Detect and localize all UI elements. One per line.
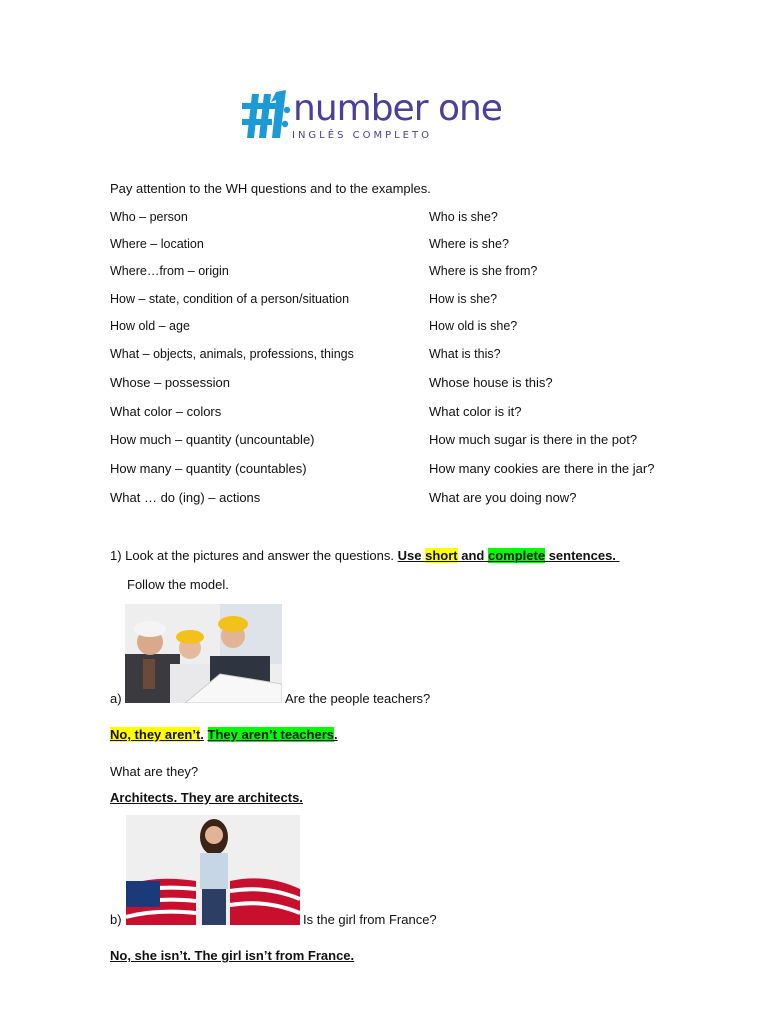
wh-example: Who is she?	[429, 210, 498, 224]
wh-example: How old is she?	[429, 319, 518, 333]
item-a-label: a)	[110, 691, 122, 706]
short-word: short	[425, 548, 458, 563]
answer-short: No, they aren’t	[110, 727, 201, 742]
item-a-question2: What are they?	[110, 764, 199, 779]
girl-flag-photo	[126, 815, 300, 925]
wh-word: What color – colors	[110, 404, 222, 419]
wh-word: What – objects, animals, professions, things	[110, 347, 354, 361]
logo-tagline: INGLÊS COMPLETO	[292, 130, 432, 141]
wh-word: Whose – possession	[110, 375, 230, 390]
wh-example: How is she?	[429, 292, 498, 306]
wh-example: What are you doing now?	[429, 490, 577, 505]
answer-complete: They aren’t teachers	[207, 727, 334, 742]
item-a-answer2: Architects. They are architects.	[110, 790, 303, 805]
logo	[242, 86, 532, 146]
wh-example: Where is she?	[429, 237, 509, 251]
use-word: Use	[397, 548, 422, 563]
wh-word: Where…from – origin	[110, 264, 229, 278]
wh-example: How much sugar is there in the pot?	[429, 432, 638, 447]
and-word: and	[461, 548, 485, 563]
answer-dot: .	[200, 727, 204, 742]
answer-dot: .	[334, 727, 338, 742]
logo-brand: number one	[293, 88, 502, 129]
intro-text: Pay attention to the WH questions and to the examples.	[110, 181, 431, 196]
wh-word: How many – quantity (countables)	[110, 461, 307, 476]
wh-word: Where – location	[110, 237, 204, 251]
hashtag-one-icon	[242, 86, 292, 142]
wh-word: Who – person	[110, 210, 188, 224]
complete-word: complete	[488, 548, 546, 563]
item-a-question: Are the people teachers?	[285, 691, 431, 706]
exercise-instruction	[110, 548, 620, 563]
wh-word: What … do (ing) – actions	[110, 490, 261, 505]
item-b-label: b)	[110, 912, 122, 927]
wh-example: What is this?	[429, 347, 501, 361]
follow-model: Follow the model.	[127, 577, 229, 592]
instruction-text: 1) Look at the pictures and answer the questions.	[110, 548, 395, 563]
wh-example: Whose house is this?	[429, 375, 553, 390]
wh-word: How old – age	[110, 319, 190, 333]
architects-photo	[125, 604, 282, 703]
item-b-question: Is the girl from France?	[303, 912, 437, 927]
wh-word: How – state, condition of a person/situation	[110, 292, 350, 306]
wh-example: How many cookies are there in the jar?	[429, 461, 655, 476]
item-b-answer: No, she isn’t. The girl isn’t from France.	[110, 948, 355, 963]
wh-example: Where is she from?	[429, 264, 538, 278]
item-a-answer	[110, 727, 338, 742]
wh-example: What color is it?	[429, 404, 522, 419]
wh-word: How much – quantity (uncountable)	[110, 432, 315, 447]
sentences-word: sentences.	[548, 548, 616, 563]
